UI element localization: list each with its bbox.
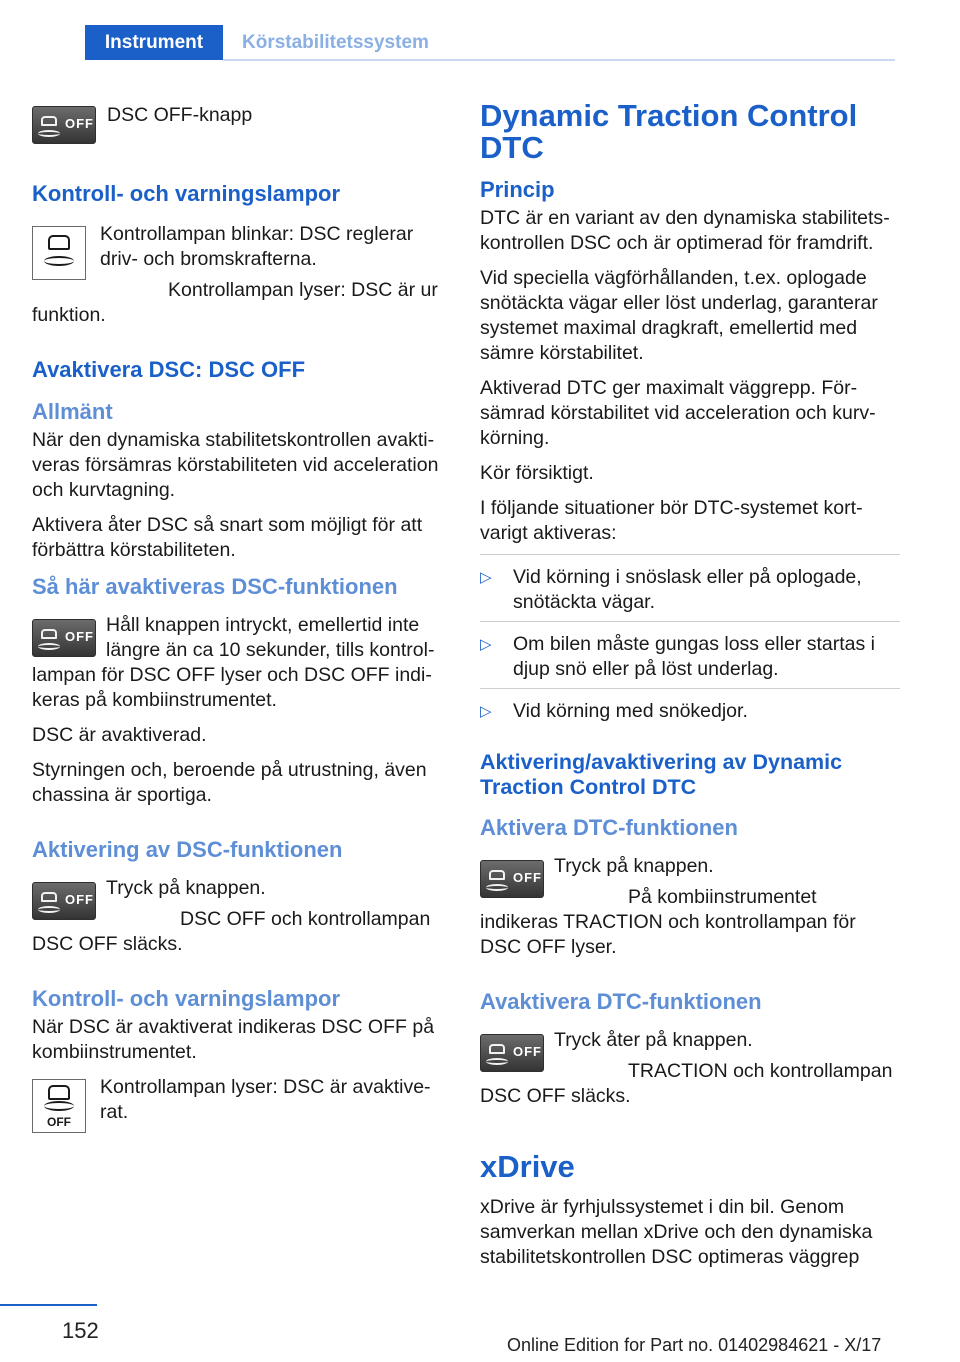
- paragraph: När DSC är avaktiverat indikeras DSC OFF på kombiinstrumentet.: [32, 1016, 435, 1063]
- footer-rule: [0, 1304, 97, 1306]
- paragraph: Tryck på knappen.: [554, 855, 714, 877]
- heading-aktivering-dtc: Aktivering/avaktivering av Dynamic Traction Control DTC: [480, 750, 843, 799]
- paragraph: TRACTION och kontrollampan DSC OFF släcks.: [480, 1060, 893, 1107]
- skid-icon: [486, 1058, 508, 1065]
- triangle-bullet-icon: ▷: [480, 703, 492, 720]
- paragraph: Kör försiktigt.: [480, 462, 594, 484]
- header-tab-instrument: Instrument: [85, 25, 223, 60]
- heading-aktivering: Aktivering av DSC-funktionen: [32, 837, 343, 862]
- skid-icon: [44, 256, 74, 266]
- heading-allmant: Allmänt: [32, 399, 113, 424]
- skid-icon: [38, 906, 60, 913]
- page-number: 152: [62, 1318, 99, 1343]
- bullet-rule: [480, 554, 900, 555]
- left-column: [32, 100, 452, 1137]
- paragraph: DSC OFF och kontrollampan DSC OFF släcks.: [32, 908, 431, 955]
- paragraph: Håll knappen intryckt, emellertid inte längre än ca 10 sekunder, tills kontrollampan för DSC OFF lyser och DSC OFF indikeras på kombiinstrumentet.: [32, 614, 435, 711]
- right-column: [480, 100, 900, 1280]
- paragraph: xDrive är fyrhjulssystemet i din bil. Genom samverkan mellan xDrive och den dynamiska stabilitetskontrollen DSC optimeras väggrep: [480, 1196, 873, 1268]
- icon-caption: DSC OFF-knapp: [107, 104, 253, 126]
- car-icon: [489, 870, 505, 880]
- car-icon: [41, 629, 57, 639]
- paragraph: Tryck åter på knappen.: [554, 1029, 753, 1051]
- dsc-off-button-icon: [480, 1034, 544, 1072]
- heading-dtc: Dynamic Traction Control DTC: [480, 98, 858, 165]
- car-icon: [41, 892, 57, 902]
- dsc-off-button-icon: [32, 882, 96, 920]
- paragraph: Vid speciella vägförhållanden, t.ex. oplogade snötäckta vägar eller löst underlag, garanterar systemet maximal dragkraft, emellertid med sämre körstabilitet.: [480, 267, 878, 364]
- off-label: OFF: [65, 629, 94, 644]
- paragraph: Kontrollampan lyser: DSC är avaktiverat.: [100, 1076, 431, 1123]
- heading-avaktivera: Avaktivera DSC: DSC OFF: [32, 357, 306, 382]
- list-item: [480, 699, 900, 724]
- off-label: OFF: [47, 1115, 71, 1129]
- dsc-off-button-icon: [32, 619, 96, 657]
- bullet-rule: [480, 621, 900, 622]
- paragraph: DTC är en variant av den dynamiska stabilitetskontrollen DSC och är optimerad för framdrift.: [480, 207, 890, 254]
- paragraph: På kombiinstrumentet indikeras TRACTION och kontrollampan för DSC OFF lyser.: [480, 886, 856, 958]
- paragraph: Tryck på knappen.: [106, 877, 266, 899]
- off-label: OFF: [65, 116, 94, 131]
- skid-icon: [38, 643, 60, 650]
- bullet-rule: [480, 688, 900, 689]
- off-label: OFF: [513, 870, 542, 885]
- skid-icon: [38, 130, 60, 137]
- footer-edition: Online Edition for Part no. 01402984621 - X/17: [507, 1335, 882, 1355]
- lamp-blink-text: Kontrollampan blinkar: DSC reglerar driv- och bromskrafterna.: [100, 223, 414, 270]
- car-icon: [41, 116, 57, 126]
- list-item-text: Vid körning med snökedjor.: [513, 700, 748, 722]
- paragraph: Aktivera åter DSC så snart som möjligt för att förbättra körstabiliteten.: [32, 514, 423, 561]
- list-item: [480, 565, 900, 615]
- heading-princip: Princip: [480, 177, 555, 202]
- paragraph: När den dynamiska stabilitetskontrollen avaktiveras försämras körstabiliteten vid acceleration och kurvtagning.: [32, 429, 439, 501]
- dsc-off-button-icon: [32, 106, 96, 144]
- skid-icon: [486, 884, 508, 891]
- header-tab-section: Körstabilitetssystem: [242, 32, 429, 53]
- paragraph: DSC är avaktiverad.: [32, 724, 207, 746]
- paragraph: Styrningen och, beroende på utrustning, även chassina är sportiga.: [32, 759, 427, 806]
- lamp-on-text: Kontrollampan lyser: DSC är ur funktion.: [32, 279, 438, 326]
- heading-sa-har: Så här avaktiveras DSC-funktionen: [32, 574, 398, 599]
- heading-kontroll-2: Kontroll- och varningslampor: [32, 986, 341, 1011]
- skid-icon: [44, 1101, 74, 1111]
- heading-avaktivera-dtc: Avaktivera DTC-funktionen: [480, 989, 762, 1014]
- dsc-warning-lamp-icon: [32, 226, 86, 280]
- paragraph: Aktiverad DTC ger maximalt väggrepp. Försämrad körstabilitet vid acceleration och kurvkörning.: [480, 377, 876, 449]
- car-icon: [48, 1085, 70, 1100]
- header-rule: [223, 59, 895, 61]
- dsc-off-lamp-icon: [32, 1079, 86, 1133]
- list-item-text: Vid körning i snöslask eller på oplogade, snötäckta vägar.: [513, 566, 862, 613]
- off-label: OFF: [513, 1044, 542, 1059]
- triangle-bullet-icon: ▷: [480, 636, 492, 653]
- car-icon: [489, 1044, 505, 1054]
- car-icon: [48, 235, 70, 250]
- list-item-text: Om bilen måste gungas loss eller startas i djup snö eller på löst underlag.: [513, 633, 875, 680]
- dsc-off-button-icon: [480, 860, 544, 898]
- heading-aktivera-dtc: Aktivera DTC-funktionen: [480, 815, 738, 840]
- triangle-bullet-icon: ▷: [480, 569, 492, 586]
- list-item: [480, 632, 900, 682]
- heading-kontroll: Kontroll- och varningslampor: [32, 181, 341, 206]
- off-label: OFF: [65, 892, 94, 907]
- paragraph: I följande situationer bör DTC-systemet kortvarigt aktiveras:: [480, 497, 863, 544]
- heading-xdrive: xDrive: [480, 1149, 575, 1184]
